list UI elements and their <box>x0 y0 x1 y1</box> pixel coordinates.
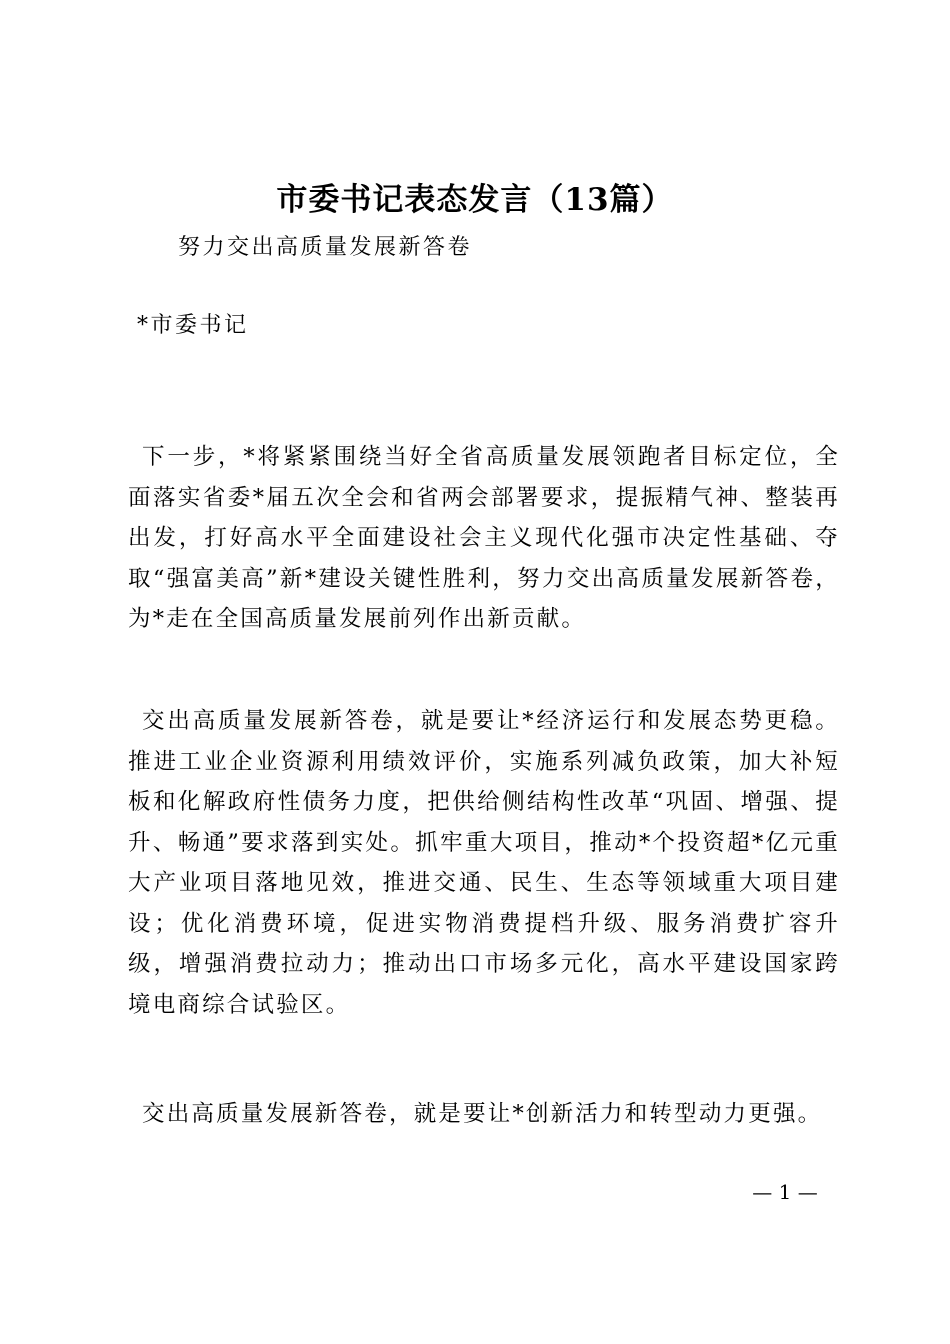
document-subtitle: 努力交出高质量发展新答卷 <box>178 235 473 260</box>
page-number: — 1 — <box>752 1180 818 1204</box>
paragraph-1: 下一步，*将紧紧围绕当好全省高质量发展领跑者目标定位，全面落实省委*届五次全会和省两会部署要求，提振精气神、整装再出发，打好高水平全面建设社会主义现代化强市决定性基础、夺取“强富美高”新*建设关键性胜利，努力交出高质量发展新答卷，为*走在全国高质量发展前列作出新贡献。 <box>128 444 840 632</box>
author-line: *市委书记 <box>137 313 249 338</box>
paragraph-3: 交出高质量发展新答卷，就是要让*创新活力和转型动力更强。 <box>142 1101 823 1127</box>
document-title: 市委书记表态发言（13篇） <box>276 182 674 218</box>
paragraph-2: 交出高质量发展新答卷，就是要让*经济运行和发展态势更稳。推进工业企业资源利用绩效评价，实施系列减负政策，加大补短板和化解政府性债务力度，把供给侧结构性改革“巩固、增强、提升、畅通”要求落到实处。抓牢重大项目，推动*个投资超*亿元重大产业项目落地见效，推进交通、民生、生态等领域重大项目建设；优化消费环境，促进实物消费提档升级、服务消费扩容升级，增强消费拉动力；推动出口市场多元化，高水平建设国家跨境电商综合试验区。 <box>128 708 840 1018</box>
